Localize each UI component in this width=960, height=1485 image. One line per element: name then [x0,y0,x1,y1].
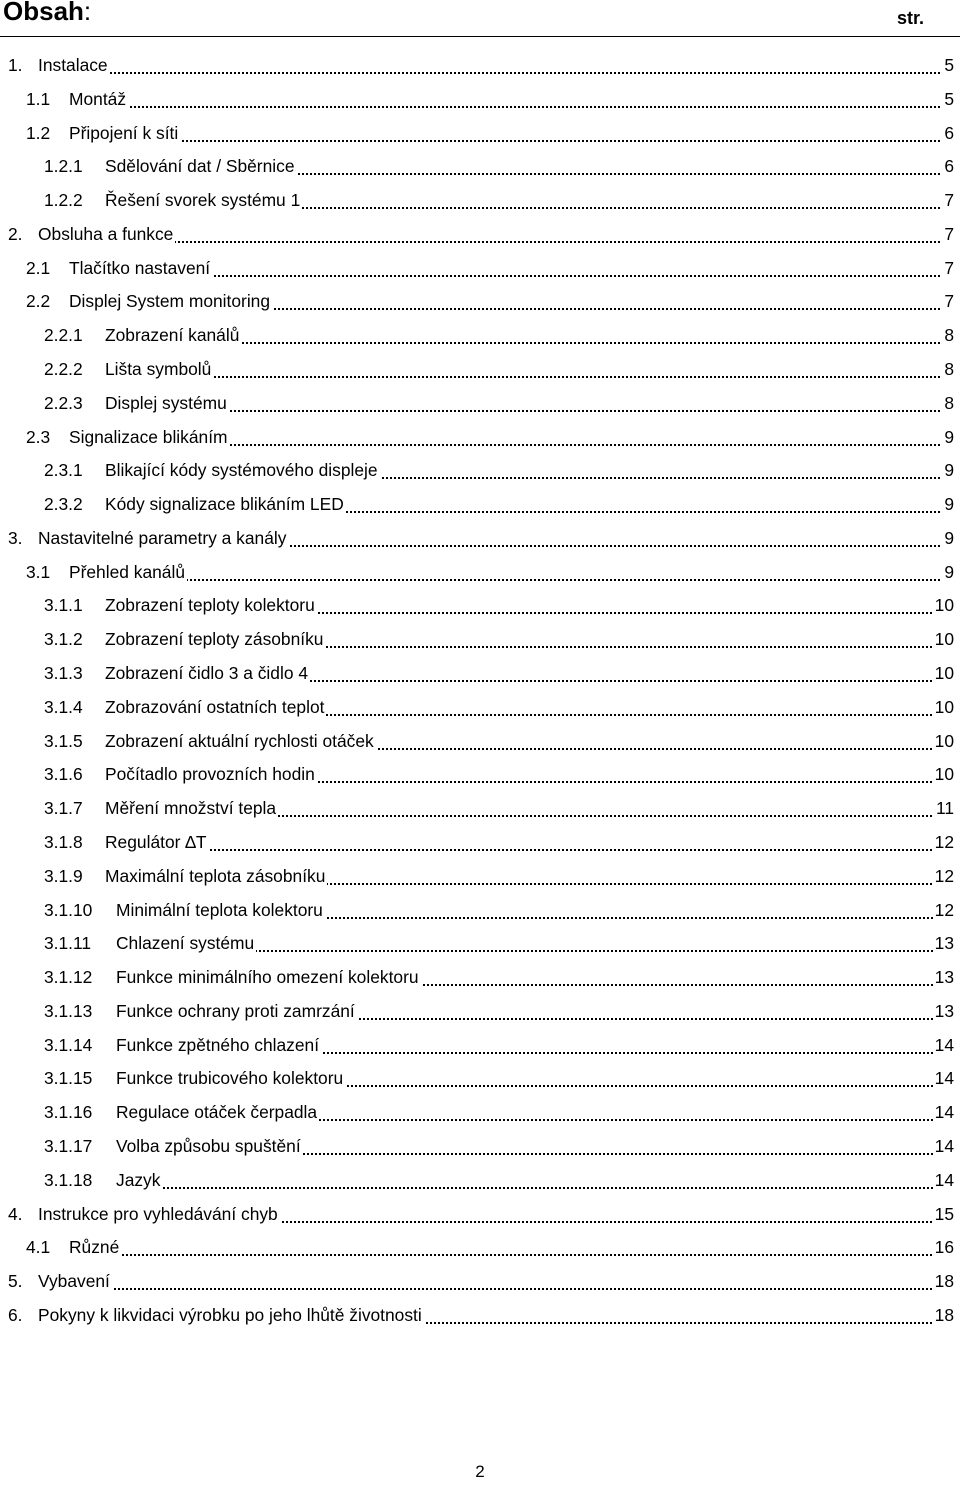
toc-entry-page: 6 [942,151,954,181]
toc-entry-number: 3.1.6 [44,764,83,785]
toc-entry[interactable] [0,253,960,283]
toc-entry-number: 2.1 [26,257,51,278]
title-text: Obsah [3,0,84,26]
header [0,0,960,38]
toc-entry-number: 3.1.14 [44,1034,93,1055]
toc-entry[interactable] [0,354,960,384]
toc-entry-number: 6. [8,1304,23,1325]
toc-entry-title: Funkce minimálního omezení kolektoru [116,962,421,992]
toc-entry-page: 10 [933,692,954,722]
toc-entry-number: 1.2.2 [44,190,83,211]
toc-entry-number: 3.1.16 [44,1102,93,1123]
toc-entry-number: 2. [8,223,23,244]
toc-entry-page: 14 [933,1097,954,1127]
toc-entry[interactable] [0,692,960,722]
toc-entry-number: 1. [8,55,23,75]
toc-entry-page: 9 [942,557,954,587]
toc-entry-title: Displej systému [105,388,229,418]
toc-entry[interactable] [0,996,960,1026]
toc-entry-title: Vybavení [38,1266,112,1296]
toc-entry-number: 3.1.2 [44,629,83,650]
toc-entry-number: 3.1.12 [44,967,93,988]
toc-entry[interactable] [0,590,960,620]
toc-entry-page: 10 [933,590,954,620]
toc-entry-number: 4. [8,1203,23,1224]
toc-entry-title: Sdělování dat / Sběrnice [105,151,297,181]
toc-dot-leader [69,579,940,581]
toc-entry[interactable] [0,1030,960,1060]
toc-entry-page: 7 [942,253,954,283]
toc-entry-title: Lišta symbolů [105,354,213,384]
toc-entry-number: 5. [8,1271,23,1292]
toc-entry-page: 7 [942,185,954,215]
toc-entry-title: Počítadlo provozních hodin [105,759,317,789]
toc-entry-title: Přehled kanálů [69,557,187,587]
toc-entry[interactable] [0,185,960,215]
toc-entry-page: 9 [942,422,954,452]
toc-entry[interactable] [0,286,960,316]
toc-entry[interactable] [0,658,960,688]
toc-entry-page: 13 [933,996,954,1026]
toc-entry-title: Různé [69,1232,121,1262]
toc-entry-page: 14 [933,1063,954,1093]
toc-entry[interactable] [0,962,960,992]
toc-entry-number: 3.1.13 [44,1000,93,1021]
toc-entry[interactable] [0,320,960,350]
toc-entry-number: 3.1.10 [44,899,93,920]
toc-entry[interactable] [0,759,960,789]
toc-entry-number: 3.1.3 [44,663,83,684]
toc-entry-page: 16 [933,1232,954,1262]
toc-entry-number: 3.1.15 [44,1068,93,1089]
toc-entry-page: 10 [933,658,954,688]
toc-entry-page: 18 [933,1266,954,1296]
toc-entry[interactable] [0,895,960,925]
toc-entry-title: Kódy signalizace blikáním LED [105,489,346,519]
toc-entry-page: 7 [942,286,954,316]
title-colon: : [83,0,92,26]
toc-entry-page: 8 [942,388,954,418]
toc-entry[interactable] [0,1199,960,1229]
header-divider [0,36,960,37]
toc-entry[interactable] [0,726,960,756]
toc-entry[interactable] [0,422,960,452]
toc-entry[interactable] [0,455,960,485]
toc-entry-title: Tlačítko nastavení [69,253,212,283]
toc-entry[interactable] [0,928,960,958]
toc-entry-number: 1.1 [26,88,51,109]
toc-entry[interactable] [0,1232,960,1262]
toc-entry-title: Zobrazení teploty zásobníku [105,624,325,654]
toc-entry[interactable] [0,50,960,80]
toc-entry-page: 9 [942,523,954,553]
toc-entry-page: 9 [942,489,954,519]
toc-entry[interactable] [0,624,960,654]
toc-entry-title: Funkce zpětného chlazení [116,1030,321,1060]
toc-entry[interactable] [0,861,960,891]
toc-entry[interactable] [0,118,960,148]
toc-entry-number: 1.2.1 [44,156,83,177]
toc-entry-title: Zobrazování ostatních teplot [105,692,326,722]
toc-entry-page: 7 [942,219,954,249]
toc-entry-title: Funkce trubicového kolektoru [116,1063,345,1093]
toc-entry-title: Blikající kódy systémového displeje [105,455,380,485]
toc-entry-number: 2.2.1 [44,325,83,346]
toc-dot-leader [105,410,940,412]
toc-entry-title: Zobrazení čidlo 3 a čidlo 4 [105,658,310,688]
toc-entry-title: Zobrazení kanálů [105,320,241,350]
toc-entry[interactable] [0,1266,960,1296]
toc-entry-page: 6 [942,118,954,148]
toc-entry-title: Montáž [69,84,128,114]
toc-entry-page: 11 [934,793,954,823]
toc-entry[interactable] [0,1300,960,1330]
toc-entry-page: 12 [933,895,954,925]
toc-entry-page: 14 [933,1165,954,1195]
toc-entry-number: 3.1.18 [44,1169,93,1190]
toc-entry-title: Volba způsobu spuštění [116,1131,303,1161]
toc-entry-number: 2.2 [26,291,51,312]
toc-entry[interactable] [0,1131,960,1161]
toc-entry-number: 2.3.2 [44,494,83,515]
toc-entry-page: 18 [933,1300,954,1330]
toc-entry-page: 13 [933,928,954,958]
toc-entry[interactable] [0,523,960,553]
toc-entry-title: Displej System monitoring [69,286,272,316]
toc-entry-page: 12 [933,861,954,891]
toc-dot-leader [105,849,940,851]
toc-entry-number: 3.1.8 [44,831,83,852]
toc-entry-title: Minimální teplota kolektoru [116,895,325,925]
page-column-label: str. [896,8,924,28]
toc-entry-number: 3.1.4 [44,696,83,717]
toc-entry[interactable] [0,827,960,857]
toc-dot-leader [69,1254,940,1256]
toc-entry[interactable] [0,388,960,418]
page-number: 2 [475,1462,485,1481]
toc-entry-number: 2.2.3 [44,392,83,413]
toc-entry-page: 9 [942,455,954,485]
toc-entry-title: Regulátor ∆T [105,827,209,857]
toc-entry-page: 14 [933,1131,954,1161]
toc-entry-title: Řešení svorek systému 1 [105,185,302,215]
toc-entry-page: 8 [942,354,954,384]
toc-dot-leader [105,376,940,378]
toc-entry-number: 3.1.11 [44,933,92,954]
toc-entry-page: 13 [933,962,954,992]
toc-entry-number: 3.1.9 [44,865,83,886]
toc-entry-page: 12 [933,827,954,857]
toc-entry-number: 3.1.17 [44,1135,93,1156]
toc-entry-number: 2.2.2 [44,359,83,380]
toc-entry[interactable] [0,84,960,114]
toc-dot-leader [116,1187,940,1189]
toc-entry[interactable] [0,151,960,181]
toc-entry-title: Nastavitelné parametry a kanály [38,523,288,553]
toc-entry-number: 3.1.5 [44,730,83,751]
toc-entry-number: 2.3 [26,426,51,447]
toc-entry-title: Zobrazení teploty kolektoru [105,590,317,620]
toc-entry[interactable] [0,1097,960,1127]
toc-entry-number: 3. [8,527,23,548]
toc-dot-leader [69,140,940,142]
toc-dot-leader [69,106,940,108]
toc-entry-number: 3.1.7 [44,798,83,819]
toc-entry-title: Jazyk [116,1165,162,1195]
toc-entry-page: 8 [942,320,954,350]
toc-entry[interactable] [0,793,960,823]
toc-entry[interactable] [0,1165,960,1195]
toc-entry-title: Regulace otáček čerpadla [116,1097,319,1127]
toc-entry-number: 1.2 [26,122,51,143]
toc-entry-title: Měření množství tepla [105,793,278,823]
toc-entry-title: Funkce ochrany proti zamrzání [116,996,357,1026]
toc-entry-title: Instrukce pro vyhledávání chyb [38,1199,280,1229]
toc-entry-page: 10 [933,759,954,789]
page-title [3,0,91,27]
toc-entry-page: 5 [942,84,954,114]
toc-entry-title: Instalace [38,50,110,80]
toc-entry-number: 3.1.1 [44,595,83,616]
toc-entry-title: Pokyny k likvidaci výrobku po jeho lhůtě životnosti [38,1300,424,1330]
toc-entry[interactable] [0,219,960,249]
toc-entry-title: Obsluha a funkce [38,219,175,249]
toc-entry-number: 2.3.1 [44,460,83,481]
toc-entry-page: 15 [933,1199,954,1229]
toc-entry-title: Zobrazení aktuální rychlosti otáček [105,726,376,756]
toc-entry-title: Připojení k síti [69,118,180,148]
toc-entry[interactable] [0,557,960,587]
toc-entry-page: 10 [933,624,954,654]
toc-entry-title: Maximální teplota zásobníku [105,861,327,891]
toc-entry-number: 3.1 [26,561,51,582]
toc-entry-page: 5 [942,50,954,80]
toc-entry-page: 14 [933,1030,954,1060]
toc-entry-title: Signalizace blikáním [69,422,230,452]
toc-entry[interactable] [0,1063,960,1093]
toc-entry-page: 10 [933,726,954,756]
toc-entry-title: Chlazení systému [116,928,256,958]
toc-entry[interactable] [0,489,960,519]
toc-dot-leader [38,72,940,74]
toc-entry-number: 4.1 [26,1237,51,1258]
toc-dot-leader [38,1288,940,1290]
